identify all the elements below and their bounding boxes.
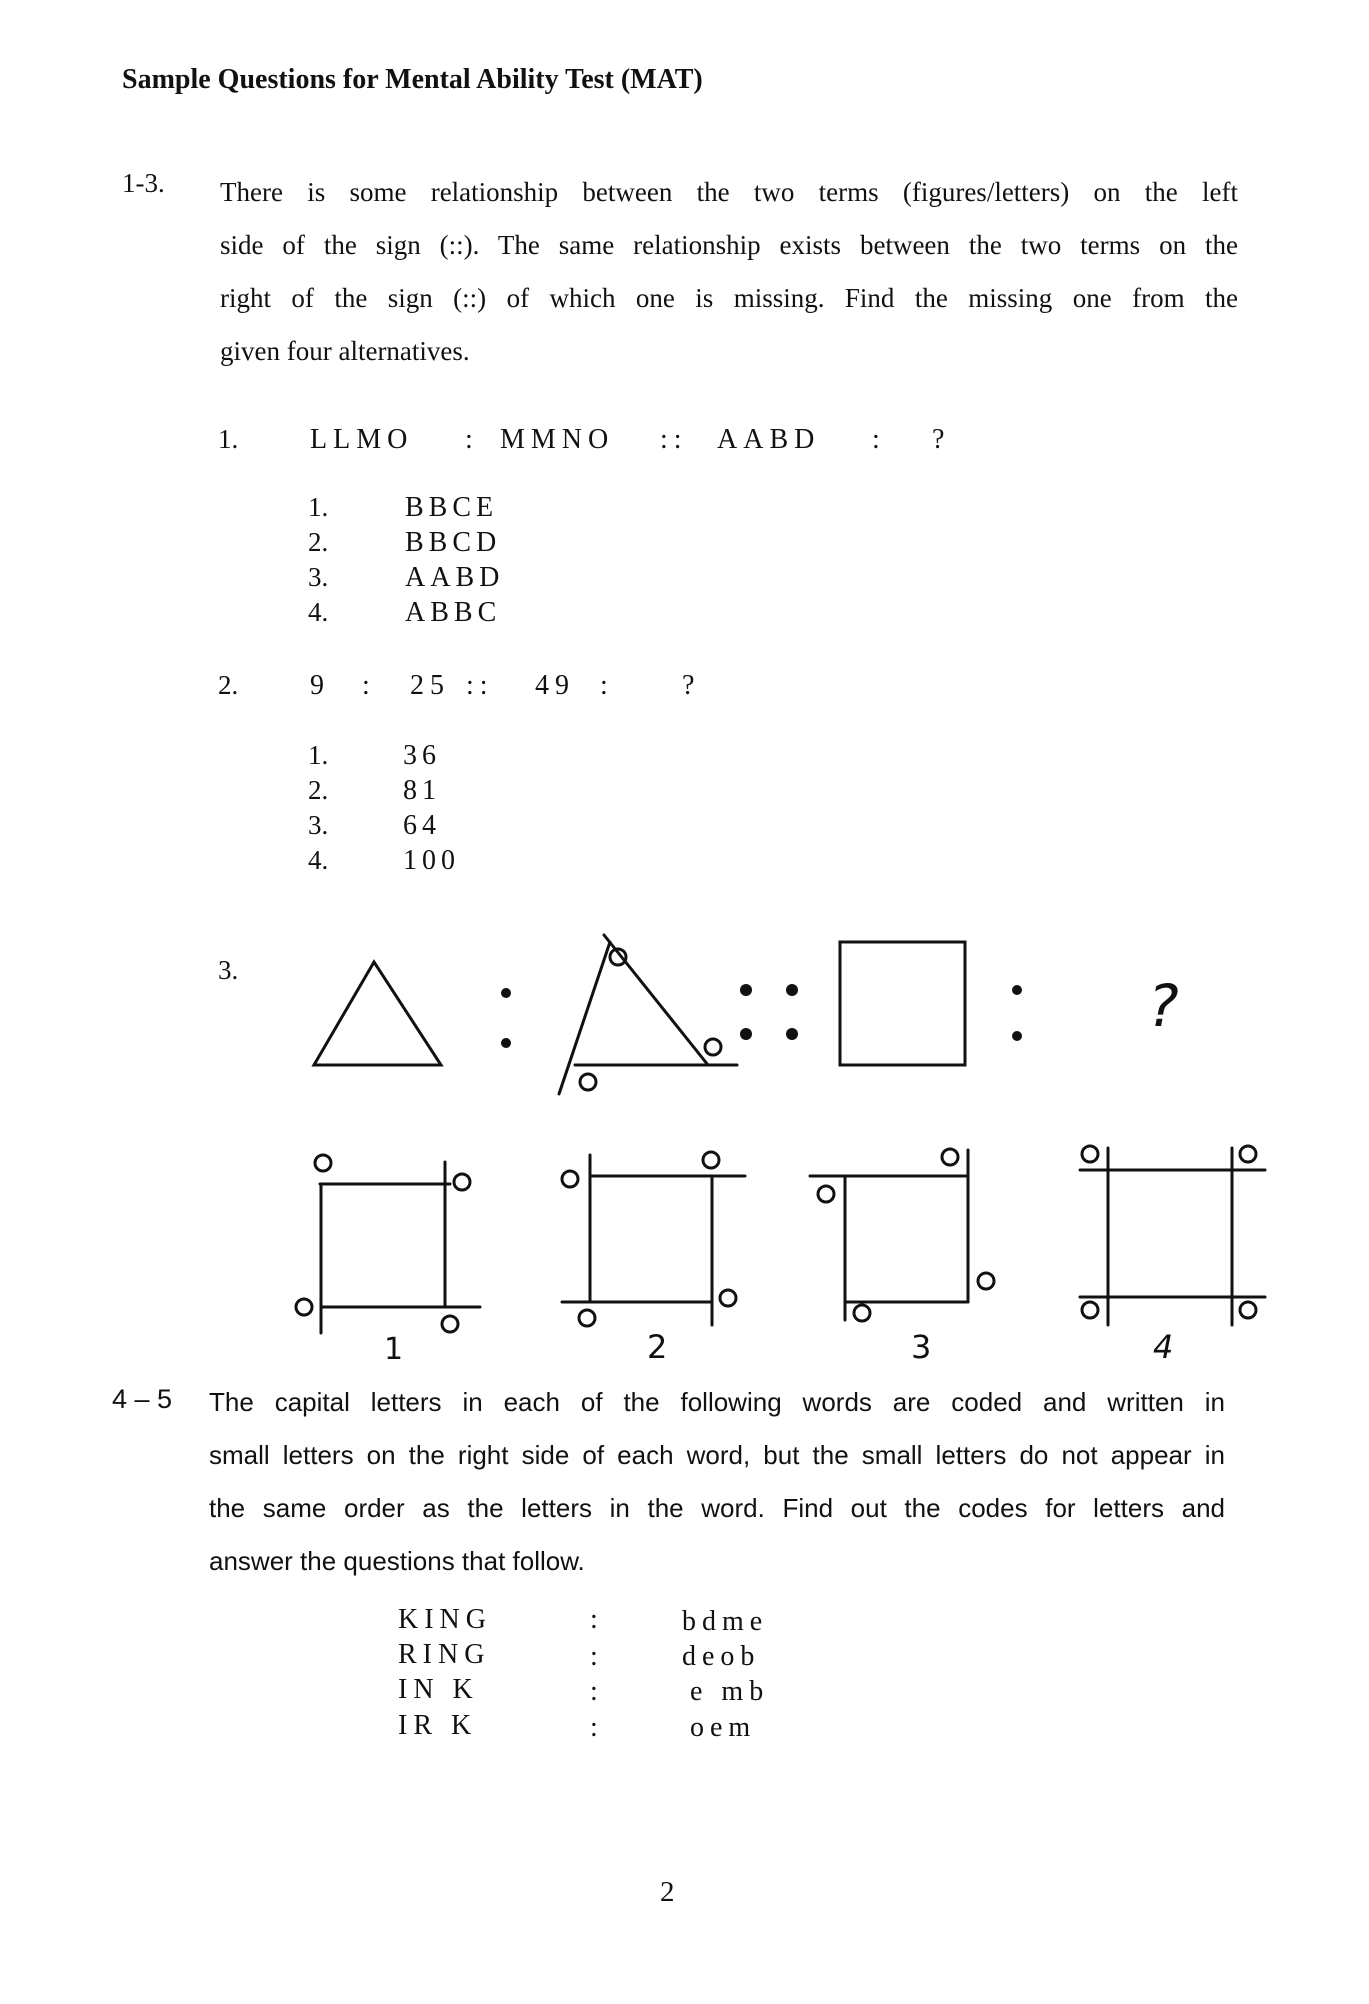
q1-option-number: 3. <box>308 562 329 592</box>
q3-option-2-figure <box>562 1152 745 1326</box>
q1-term-3: MMNO <box>500 424 615 455</box>
q2-option-value: 81 <box>403 775 441 806</box>
code-word: IN K <box>398 1674 479 1705</box>
q2-option-value: 64 <box>403 810 441 841</box>
code-separator: : <box>590 1604 604 1635</box>
q1-term-5: AABD <box>717 424 821 455</box>
q1-number: 1. <box>218 424 239 454</box>
q1-option-value: ABBC <box>405 597 502 628</box>
q2-term-6: : <box>600 670 614 701</box>
q3-option-label-4: 4 <box>1153 1328 1174 1366</box>
page-number: 2 <box>660 1876 675 1908</box>
q3-number: 3. <box>218 955 239 985</box>
instruction-line: small letters on the right side of each word, but the small letters do not appear in <box>209 1440 1225 1470</box>
code-separator: : <box>590 1712 604 1743</box>
instruction-line: right of the sign (::) of which one is missing. Find the missing one from the <box>220 283 1238 313</box>
q1-term-1: LLMO <box>310 424 414 455</box>
q2-option-number: 4. <box>308 845 329 875</box>
q2-term-1: 9 <box>310 670 330 701</box>
double-colon-dot <box>786 984 798 996</box>
q1-term-2: : <box>465 424 479 455</box>
instruction-line: answer the questions that follow. <box>209 1546 585 1576</box>
code-value: bdme <box>682 1606 769 1637</box>
q1-option-value: AABD <box>405 562 505 593</box>
q2-option-number: 2. <box>308 775 329 805</box>
q3-option-label-3: 3 <box>911 1328 932 1366</box>
q3-option-figures <box>0 1130 1369 1345</box>
instruction-line: side of the sign (::). The same relationship exists between the two terms on the <box>220 230 1238 260</box>
q2-option-value: 36 <box>403 740 441 771</box>
section-1-3-instructions <box>220 166 1238 378</box>
q2-term-3: 25 <box>410 670 450 701</box>
instruction-line: given four alternatives. <box>220 336 470 366</box>
q1-term-6: : <box>872 424 886 455</box>
q2-option-value: 100 <box>403 845 460 876</box>
triangle-with-circles-figure <box>559 935 737 1094</box>
q3-option-label-1: 1 <box>384 1332 404 1367</box>
q2-term-5: 49 <box>535 670 575 701</box>
q3-option-1-figure <box>296 1155 480 1333</box>
colon-dot <box>501 988 511 998</box>
q1-option-value: BBCE <box>405 492 499 523</box>
colon-dot <box>501 1038 511 1048</box>
q1-option-value: BBCD <box>405 527 502 558</box>
square-figure <box>840 942 965 1065</box>
q1-term-4: :: <box>660 424 688 455</box>
q2-option-number: 1. <box>308 740 329 770</box>
code-word: RING <box>398 1639 491 1670</box>
code-separator: : <box>590 1676 604 1707</box>
code-value: oem <box>690 1712 757 1743</box>
q2-option-number: 3. <box>308 810 329 840</box>
instruction-line: There is some relationship between the two terms (figures/letters) on the left <box>220 177 1238 207</box>
instruction-line: The capital letters in each of the following words are coded and written in <box>209 1387 1225 1417</box>
double-colon-dot <box>740 984 752 996</box>
page-title: Sample Questions for Mental Ability Test (MAT) <box>122 64 703 95</box>
triangle-figure <box>314 962 441 1065</box>
q1-option-number: 1. <box>308 492 329 522</box>
q3-option-label-2: 2 <box>647 1328 668 1366</box>
double-colon-dot <box>740 1028 752 1040</box>
q2-term-7: ? <box>682 670 701 701</box>
q2-term-4: :: <box>466 670 494 701</box>
instruction-line: the same order as the letters in the word. Find out the codes for letters and <box>209 1493 1225 1523</box>
code-separator: : <box>590 1641 604 1672</box>
q2-term-2: : <box>362 670 376 701</box>
q1-term-7: ? <box>932 424 951 455</box>
q3-option-3-figure <box>810 1149 994 1321</box>
section-label-1-3: 1-3. <box>122 168 165 198</box>
code-word: KING <box>398 1604 492 1635</box>
colon-dot <box>1012 1031 1022 1041</box>
q1-option-number: 4. <box>308 597 329 627</box>
double-colon-dot <box>786 1028 798 1040</box>
section-label-4-5: 4 – 5 <box>112 1384 173 1414</box>
q3-option-4-figure <box>1080 1146 1265 1325</box>
q3-question-mark: ? <box>1148 972 1179 1040</box>
code-value: e mb <box>690 1676 770 1707</box>
colon-dot <box>1012 985 1022 995</box>
code-word: IR K <box>398 1710 478 1741</box>
q2-number: 2. <box>218 670 239 700</box>
q1-option-number: 2. <box>308 527 329 557</box>
code-value: deob <box>682 1641 761 1672</box>
section-4-5-instructions <box>209 1376 1225 1588</box>
